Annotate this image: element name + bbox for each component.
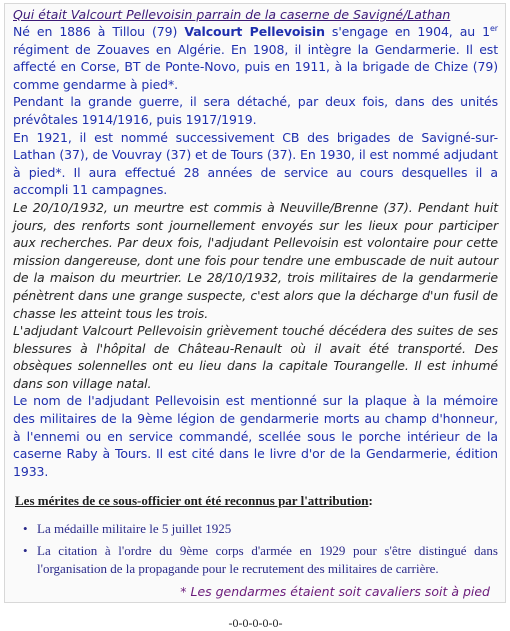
- end-mark: -0-0-0-0-0-: [228, 615, 283, 630]
- paragraph-murder-case: Le 20/10/1932, un meurtre est commis à Neuville/Brenne (37). Pendant huit jours, des renforts sont journellement envoyés sur les lieux pour participer aux recherches. Par deux fois, l'adjudant Pellevoisin est volontaire pour cette mission dangereuse, dont une fois pour tendre une embuscade de nuit autour de la maison du meurtrier. Le 28/10/1932, trois militaires de la gendarmerie pénètrent dans une grange suspecte, c'est alors que la décharge d'un fusil de chasse les atteint tous les trois.: [13, 199, 498, 321]
- ordinal-superscript: er: [489, 23, 498, 33]
- paragraph-career: En 1921, il est nommé successivement CB des brigades de Savigné-sur-Lathan (37), de Vouvray (37) et de Tours (37). En 1930, il est nommé adjudant à pied*. Il aura effectué 28 années de service au cours desquelles il a accompli 11 campagnes.: [13, 129, 498, 198]
- birth-text-mid: s'engage en 1904, au 1: [324, 24, 490, 39]
- bullet-icon: •: [23, 521, 28, 537]
- person-name: Valcourt Pellevoisin: [184, 24, 325, 39]
- distinction-text: La médaille militaire le 5 juillet 1925: [37, 521, 232, 537]
- list-item: [23, 542, 498, 579]
- paragraph-birth: [13, 23, 498, 93]
- merits-heading-text: Les mérites de ce sous-officier ont été reconnus par l'attribution: [15, 493, 369, 509]
- paragraph-war: Pendant la grande guerre, il sera détaché, par deux fois, dans des unités prévôtales 1914/1916, puis 1917/1919.: [13, 94, 498, 127]
- paragraph-death: L'adjudant Valcourt Pellevoisin grièvement touché décédera des suites de ses blessures à l'hôpital de Château-Renault où il avait été transporté. Des obsèques solennelles ont eu lieu dans la capitale Tourangelle. Il est inhumé dans son village natal.: [13, 323, 498, 391]
- bullet-icon: •: [23, 542, 28, 558]
- merits-heading: [15, 492, 498, 510]
- document-page: [4, 3, 506, 630]
- list-item: [23, 520, 498, 539]
- footnote: * Les gendarmes étaient soit cavaliers soit à pied: [180, 583, 490, 599]
- merits-heading-colon: :: [368, 493, 373, 509]
- birth-text-end: régiment de Zouaves en Algérie. En 1908, il intègre la Gendarmerie. Il est affecté en Corse, BT de Ponte-Novo, puis en 1911, à la brigade de Chize (79) comme gendarme à pied*.: [13, 41, 498, 92]
- paragraph-memorial: Le nom de l'adjudant Pellevoisin est mentionné sur la plaque à la mémoire des militaires de la 9ème légion de gendarmerie morts au champ d'honneur, à l'ennemi ou en service commandé, scellée sous le porche intérieur de la caserne Raby à Tours. Il est cité dans le livre d'or de la Gendarmerie, édition 1933.: [13, 393, 498, 479]
- distinction-text: La citation à l'ordre du 9ème corps d'armée en 1929 pour s'être distingué dans l'organisation de la propagande pour le recrutement des militaires de carrière.: [37, 542, 498, 577]
- birth-text-start: Né en 1886 à Tillou (79): [13, 24, 185, 39]
- page-title: Qui était Valcourt Pellevoisin parrain de la caserne de Savigné/Lathan: [13, 7, 451, 22]
- distinctions-list: [13, 520, 498, 579]
